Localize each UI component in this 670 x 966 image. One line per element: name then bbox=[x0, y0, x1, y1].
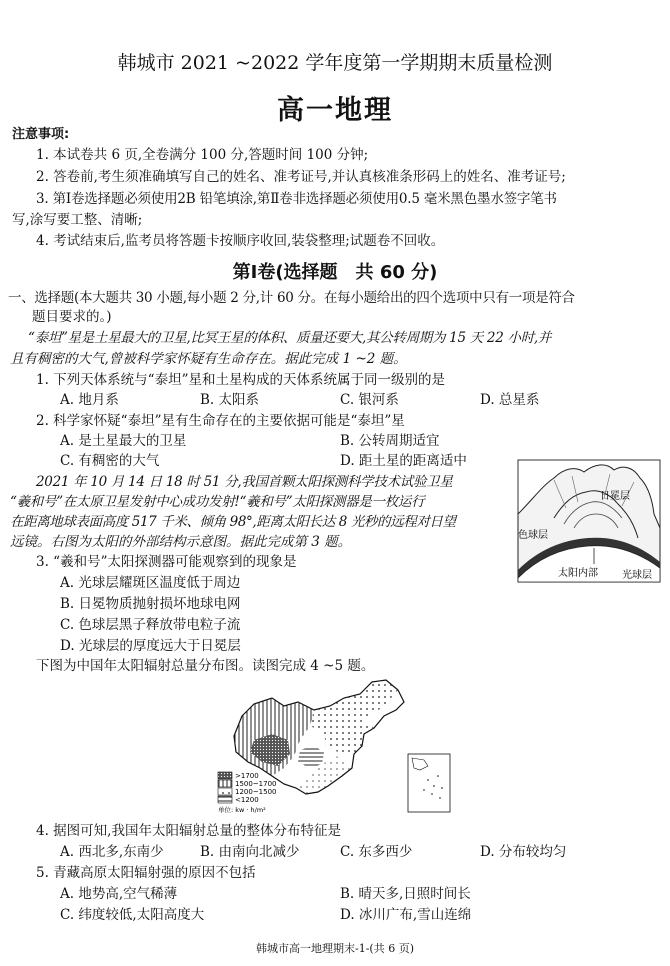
option-d: D. 距土星的距离适中 bbox=[340, 453, 467, 469]
label-chromosphere: 色球层 bbox=[518, 530, 548, 541]
note-item: 2. 答卷前,考生须准确填写自己的姓名、准考证号,并认真核准条形码上的姓名、准考证号; bbox=[36, 169, 566, 185]
option-c: C. 有稠密的大气 bbox=[60, 453, 160, 469]
note-item: 1. 本试卷共 6 页,全卷满分 100 分,答题时间 100 分钟; bbox=[36, 147, 369, 163]
passage-text: “羲和号”在太原卫星发射中心成功发射!“羲和号”太阳探测器是一枚运行 bbox=[10, 494, 425, 510]
notes-heading: 注意事项: bbox=[12, 127, 70, 142]
option-d: D. 总星系 bbox=[480, 392, 540, 408]
passage-text: 远镜。右图为太阳的外部结构示意图。据此完成第 3 题。 bbox=[10, 534, 352, 550]
option-d: D. 分布较均匀 bbox=[480, 844, 567, 860]
question-stem: 2. 科学家怀疑“泰坦”星有生命存在的主要依据可能是“泰坦”星 bbox=[36, 413, 405, 429]
note-item: 4. 考试结束后,监考员将答题卡按顺序收回,装袋整理;试题卷不回收。 bbox=[36, 233, 445, 249]
legend-item: 1200~1500 bbox=[235, 788, 277, 796]
page-footer: 韩城市高一地理期末-1-(共 6 页) bbox=[255, 942, 414, 955]
passage-text: 2021 年 10 月 14 日 18 时 51 分,我国首颗太阳探测科学技术试验卫星 bbox=[36, 474, 453, 490]
note-item: 3. 第Ⅰ卷选择题必须使用2B 铅笔填涂,第Ⅱ卷非选择题必须使用0.5 毫米黑色墨水签字笔书 bbox=[36, 191, 557, 207]
passage-text: 在距离地球表面高度 517 千米、倾角 98°,距离太阳长达 8 光秒的远程对日望 bbox=[10, 514, 456, 530]
question-stem: 1. 下列天体系统与“泰坦”星和土星构成的天体系统属于同一级别的是 bbox=[36, 372, 445, 388]
legend-item: <1200 bbox=[235, 796, 259, 804]
section-title: 第Ⅰ卷(选择题 共 60 分) bbox=[232, 262, 438, 283]
sun-structure-figure bbox=[514, 458, 664, 584]
legend-item: >1700 bbox=[235, 772, 259, 780]
option-b: B. 晴天多,日照时间长 bbox=[340, 886, 471, 902]
legend-unit: 单位: kw · h/m² bbox=[218, 806, 266, 814]
option-b: B. 由南向北减少 bbox=[200, 844, 300, 860]
legend-item: 1500~1700 bbox=[235, 780, 277, 788]
china-solar-radiation-map bbox=[214, 676, 464, 816]
exam-title: 韩城市 2021 ~2022 学年度第一学期期末质量检测 bbox=[117, 52, 553, 74]
question-stem: 3. “羲和号”太阳探测器可能观察到的现象是 bbox=[36, 554, 297, 570]
section-instruction: 题目要求的。) bbox=[32, 309, 112, 325]
note-item: 写,涂写要工整、清晰; bbox=[12, 212, 143, 228]
option-c: C. 色球层黑子释放带电粒子流 bbox=[60, 617, 241, 633]
question-stem: 5. 青藏高原太阳辐射强的原因不包括 bbox=[36, 865, 256, 881]
south-sea-inset bbox=[408, 754, 450, 812]
option-a: A. 是土星最大的卫星 bbox=[60, 433, 187, 449]
question-stem: 4. 据图可知,我国年太阳辐射总量的整体分布特征是 bbox=[36, 823, 341, 839]
option-a: A. 西北多,东南少 bbox=[60, 844, 164, 860]
option-b: B. 公转周期适宜 bbox=[340, 433, 440, 449]
option-a: A. 光球层耀斑区温度低于周边 bbox=[60, 575, 241, 591]
option-c: C. 纬度较低,太阳高度大 bbox=[60, 907, 205, 923]
label-photosphere: 光球层 bbox=[622, 570, 652, 581]
subject-title: 高一地理 bbox=[277, 95, 393, 126]
option-d: D. 冰川广布,雪山连绵 bbox=[340, 907, 472, 923]
passage-text: “泰坦”星是土星最大的卫星,比冥王星的体积、质量还要大,其公转周期为 15 天 22 小时,并 bbox=[28, 330, 552, 346]
section-instruction: 一、选择题(本大题共 30 小题,每小题 2 分,计 60 分。在每小题给出的四个选项中只有一项是符合 bbox=[8, 290, 575, 306]
label-sun-interior: 太阳内部 bbox=[558, 568, 598, 579]
passage-text: 且有稠密的大气,曾被科学家怀疑有生命存在。据此完成 1 ~2 题。 bbox=[10, 351, 407, 367]
option-c: C. 东多西少 bbox=[340, 844, 413, 860]
option-d: D. 光球层的厚度远大于日冕层 bbox=[60, 638, 241, 654]
option-a: A. 地月系 bbox=[60, 392, 119, 408]
label-corona: 日冕层 bbox=[600, 491, 630, 502]
option-c: C. 银河系 bbox=[340, 392, 399, 408]
option-b: B. 日冕物质抛射损坏地球电网 bbox=[60, 596, 241, 612]
option-a: A. 地势高,空气稀薄 bbox=[60, 886, 178, 902]
option-b: B. 太阳系 bbox=[200, 392, 260, 408]
map-intro: 下图为中国年太阳辐射总量分布图。读图完成 4 ~5 题。 bbox=[36, 658, 375, 674]
